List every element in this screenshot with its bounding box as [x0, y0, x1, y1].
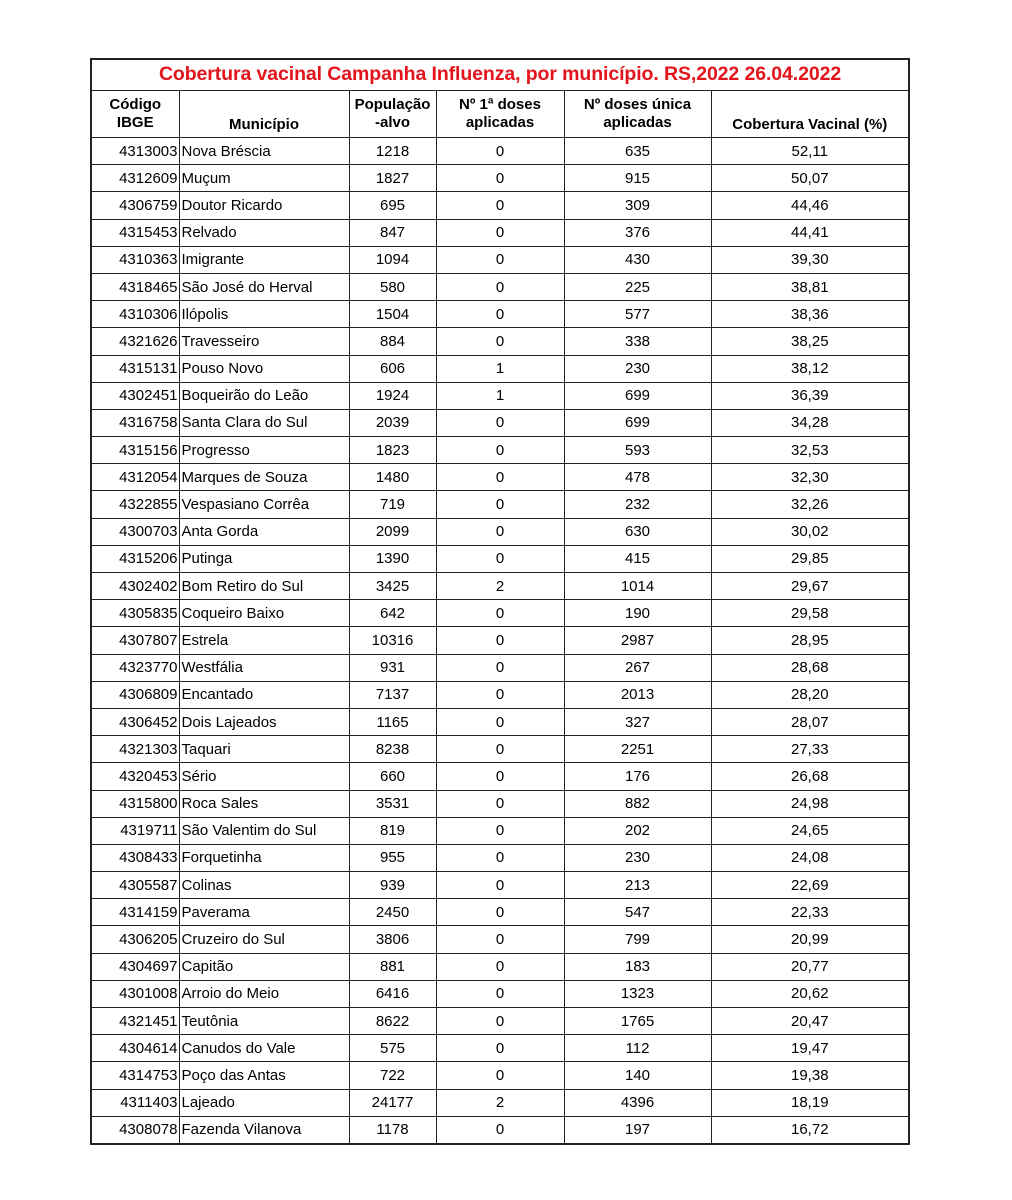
cell-codigo-ibge: 4319711	[91, 817, 179, 844]
cell-municipio: Marques de Souza	[179, 464, 349, 491]
table-title: Cobertura vacinal Campanha Influenza, por município. RS,2022 26.04.2022	[91, 59, 909, 91]
cell-codigo-ibge: 4314753	[91, 1062, 179, 1089]
cell-primeira-doses: 0	[436, 899, 564, 926]
cell-populacao-alvo: 939	[349, 872, 436, 899]
cell-municipio: Travesseiro	[179, 328, 349, 355]
table-row	[91, 219, 909, 246]
cell-doses-unica: 140	[564, 1062, 711, 1089]
cell-municipio: Colinas	[179, 872, 349, 899]
cell-doses-unica: 699	[564, 409, 711, 436]
table-row	[91, 545, 909, 572]
cell-doses-unica: 232	[564, 491, 711, 518]
cell-municipio: Arroio do Meio	[179, 980, 349, 1007]
cell-cobertura-vacinal: 22,69	[711, 872, 909, 899]
cell-doses-unica: 2013	[564, 681, 711, 708]
cell-codigo-ibge: 4302402	[91, 573, 179, 600]
cell-cobertura-vacinal: 38,36	[711, 301, 909, 328]
cell-codigo-ibge: 4310306	[91, 301, 179, 328]
table-row	[91, 980, 909, 1007]
cell-municipio: Paverama	[179, 899, 349, 926]
cell-cobertura-vacinal: 26,68	[711, 763, 909, 790]
cell-populacao-alvo: 24177	[349, 1089, 436, 1116]
cell-doses-unica: 1765	[564, 1008, 711, 1035]
cell-doses-unica: 415	[564, 545, 711, 572]
cell-primeira-doses: 0	[436, 872, 564, 899]
cell-municipio: Boqueirão do Leão	[179, 382, 349, 409]
cell-cobertura-vacinal: 20,99	[711, 926, 909, 953]
cell-populacao-alvo: 10316	[349, 627, 436, 654]
cell-codigo-ibge: 4315131	[91, 355, 179, 382]
cell-codigo-ibge: 4308433	[91, 844, 179, 871]
cell-cobertura-vacinal: 28,20	[711, 681, 909, 708]
cell-cobertura-vacinal: 27,33	[711, 736, 909, 763]
cell-doses-unica: 225	[564, 273, 711, 300]
cell-municipio: Coqueiro Baixo	[179, 600, 349, 627]
table-row	[91, 518, 909, 545]
cell-cobertura-vacinal: 38,81	[711, 273, 909, 300]
cell-doses-unica: 213	[564, 872, 711, 899]
table-row	[91, 246, 909, 273]
cell-primeira-doses: 0	[436, 980, 564, 1007]
cell-primeira-doses: 0	[436, 138, 564, 165]
cell-primeira-doses: 0	[436, 953, 564, 980]
cell-codigo-ibge: 4300703	[91, 518, 179, 545]
cell-codigo-ibge: 4322855	[91, 491, 179, 518]
cell-codigo-ibge: 4306759	[91, 192, 179, 219]
table-row	[91, 1089, 909, 1116]
table-row	[91, 355, 909, 382]
cell-doses-unica: 112	[564, 1035, 711, 1062]
cell-primeira-doses: 0	[436, 246, 564, 273]
cell-codigo-ibge: 4320453	[91, 763, 179, 790]
cell-doses-unica: 799	[564, 926, 711, 953]
cell-municipio: Pouso Novo	[179, 355, 349, 382]
coverage-table	[90, 58, 910, 1145]
cell-populacao-alvo: 1218	[349, 138, 436, 165]
cell-primeira-doses: 0	[436, 219, 564, 246]
cell-populacao-alvo: 8238	[349, 736, 436, 763]
table-row	[91, 953, 909, 980]
cell-cobertura-vacinal: 32,53	[711, 437, 909, 464]
cell-codigo-ibge: 4306452	[91, 708, 179, 735]
cell-primeira-doses: 0	[436, 328, 564, 355]
cell-populacao-alvo: 719	[349, 491, 436, 518]
cell-primeira-doses: 0	[436, 627, 564, 654]
cell-primeira-doses: 0	[436, 926, 564, 953]
cell-populacao-alvo: 1480	[349, 464, 436, 491]
cell-cobertura-vacinal: 38,25	[711, 328, 909, 355]
cell-municipio: Progresso	[179, 437, 349, 464]
cell-codigo-ibge: 4321626	[91, 328, 179, 355]
cell-cobertura-vacinal: 32,30	[711, 464, 909, 491]
cell-codigo-ibge: 4313003	[91, 138, 179, 165]
cell-primeira-doses: 0	[436, 192, 564, 219]
cell-municipio: Vespasiano Corrêa	[179, 491, 349, 518]
table-row	[91, 899, 909, 926]
cell-populacao-alvo: 7137	[349, 681, 436, 708]
cell-municipio: Doutor Ricardo	[179, 192, 349, 219]
cell-populacao-alvo: 580	[349, 273, 436, 300]
cell-populacao-alvo: 722	[349, 1062, 436, 1089]
cell-codigo-ibge: 4321303	[91, 736, 179, 763]
cell-doses-unica: 547	[564, 899, 711, 926]
column-header-primeira-dose: Nº 1ª doses aplicadas	[436, 91, 564, 138]
cell-codigo-ibge: 4316758	[91, 409, 179, 436]
cell-codigo-ibge: 4312609	[91, 165, 179, 192]
cell-cobertura-vacinal: 28,68	[711, 654, 909, 681]
cell-municipio: Nova Bréscia	[179, 138, 349, 165]
cell-doses-unica: 197	[564, 1116, 711, 1144]
cell-municipio: Capitão	[179, 953, 349, 980]
cell-cobertura-vacinal: 18,19	[711, 1089, 909, 1116]
table-row	[91, 708, 909, 735]
cell-doses-unica: 176	[564, 763, 711, 790]
cell-codigo-ibge: 4306205	[91, 926, 179, 953]
cell-cobertura-vacinal: 28,95	[711, 627, 909, 654]
cell-cobertura-vacinal: 39,30	[711, 246, 909, 273]
cell-codigo-ibge: 4308078	[91, 1116, 179, 1144]
cell-cobertura-vacinal: 36,39	[711, 382, 909, 409]
cell-doses-unica: 190	[564, 600, 711, 627]
cell-municipio: Lajeado	[179, 1089, 349, 1116]
cell-populacao-alvo: 1390	[349, 545, 436, 572]
column-header-populacao: População -alvo	[349, 91, 436, 138]
cell-primeira-doses: 1	[436, 382, 564, 409]
cell-cobertura-vacinal: 34,28	[711, 409, 909, 436]
table-row	[91, 328, 909, 355]
table-row	[91, 844, 909, 871]
cell-codigo-ibge: 4306809	[91, 681, 179, 708]
cell-populacao-alvo: 2039	[349, 409, 436, 436]
cell-primeira-doses: 0	[436, 464, 564, 491]
table-row	[91, 464, 909, 491]
cell-doses-unica: 577	[564, 301, 711, 328]
cell-codigo-ibge: 4318465	[91, 273, 179, 300]
cell-codigo-ibge: 4304697	[91, 953, 179, 980]
cell-municipio: Fazenda Vilanova	[179, 1116, 349, 1144]
cell-primeira-doses: 0	[436, 518, 564, 545]
table-body	[91, 138, 909, 1144]
table-row	[91, 1035, 909, 1062]
cell-cobertura-vacinal: 20,77	[711, 953, 909, 980]
cell-primeira-doses: 1	[436, 355, 564, 382]
cell-doses-unica: 1323	[564, 980, 711, 1007]
cell-populacao-alvo: 695	[349, 192, 436, 219]
cell-cobertura-vacinal: 29,85	[711, 545, 909, 572]
cell-populacao-alvo: 1827	[349, 165, 436, 192]
cell-cobertura-vacinal: 19,47	[711, 1035, 909, 1062]
table-row	[91, 273, 909, 300]
cell-populacao-alvo: 606	[349, 355, 436, 382]
cell-primeira-doses: 0	[436, 409, 564, 436]
cell-populacao-alvo: 1178	[349, 1116, 436, 1144]
cell-codigo-ibge: 4315800	[91, 790, 179, 817]
cell-codigo-ibge: 4310363	[91, 246, 179, 273]
cell-codigo-ibge: 4315206	[91, 545, 179, 572]
table-row	[91, 491, 909, 518]
cell-populacao-alvo: 2450	[349, 899, 436, 926]
cell-primeira-doses: 0	[436, 817, 564, 844]
table-row	[91, 736, 909, 763]
cell-doses-unica: 699	[564, 382, 711, 409]
cell-primeira-doses: 0	[436, 654, 564, 681]
cell-codigo-ibge: 4323770	[91, 654, 179, 681]
cell-primeira-doses: 0	[436, 273, 564, 300]
cell-municipio: São José do Herval	[179, 273, 349, 300]
cell-municipio: Encantado	[179, 681, 349, 708]
cell-municipio: Cruzeiro do Sul	[179, 926, 349, 953]
cell-primeira-doses: 2	[436, 573, 564, 600]
cell-doses-unica: 882	[564, 790, 711, 817]
cell-doses-unica: 2987	[564, 627, 711, 654]
cell-codigo-ibge: 4315453	[91, 219, 179, 246]
cell-primeira-doses: 0	[436, 1062, 564, 1089]
table-row	[91, 1116, 909, 1144]
cell-municipio: Relvado	[179, 219, 349, 246]
cell-municipio: Bom Retiro do Sul	[179, 573, 349, 600]
cell-doses-unica: 309	[564, 192, 711, 219]
cell-primeira-doses: 0	[436, 1008, 564, 1035]
cell-doses-unica: 635	[564, 138, 711, 165]
column-header-codigo: Código IBGE	[91, 91, 179, 138]
cell-municipio: Canudos do Vale	[179, 1035, 349, 1062]
cell-populacao-alvo: 660	[349, 763, 436, 790]
cell-doses-unica: 593	[564, 437, 711, 464]
cell-cobertura-vacinal: 16,72	[711, 1116, 909, 1144]
cell-populacao-alvo: 2099	[349, 518, 436, 545]
cell-populacao-alvo: 884	[349, 328, 436, 355]
table-row	[91, 573, 909, 600]
cell-codigo-ibge: 4305587	[91, 872, 179, 899]
cell-populacao-alvo: 3806	[349, 926, 436, 953]
cell-populacao-alvo: 1094	[349, 246, 436, 273]
cell-doses-unica: 230	[564, 355, 711, 382]
cell-doses-unica: 430	[564, 246, 711, 273]
table-row	[91, 654, 909, 681]
cell-populacao-alvo: 1504	[349, 301, 436, 328]
cell-doses-unica: 183	[564, 953, 711, 980]
cell-municipio: Teutônia	[179, 1008, 349, 1035]
table-row	[91, 1008, 909, 1035]
cell-primeira-doses: 0	[436, 844, 564, 871]
cell-codigo-ibge: 4305835	[91, 600, 179, 627]
cell-municipio: Forquetinha	[179, 844, 349, 871]
cell-municipio: Ilópolis	[179, 301, 349, 328]
cell-municipio: Putinga	[179, 545, 349, 572]
cell-primeira-doses: 2	[436, 1089, 564, 1116]
cell-primeira-doses: 0	[436, 1035, 564, 1062]
cell-cobertura-vacinal: 20,62	[711, 980, 909, 1007]
table-row	[91, 790, 909, 817]
cell-cobertura-vacinal: 50,07	[711, 165, 909, 192]
cell-primeira-doses: 0	[436, 790, 564, 817]
cell-doses-unica: 1014	[564, 573, 711, 600]
cell-municipio: Anta Gorda	[179, 518, 349, 545]
table-row	[91, 382, 909, 409]
cell-populacao-alvo: 819	[349, 817, 436, 844]
table-row	[91, 872, 909, 899]
cell-doses-unica: 267	[564, 654, 711, 681]
cell-cobertura-vacinal: 29,58	[711, 600, 909, 627]
cell-municipio: Taquari	[179, 736, 349, 763]
table-row	[91, 409, 909, 436]
cell-municipio: Roca Sales	[179, 790, 349, 817]
cell-populacao-alvo: 1924	[349, 382, 436, 409]
column-header-dose-unica: Nº doses única aplicadas	[564, 91, 711, 138]
cell-municipio: Imigrante	[179, 246, 349, 273]
cell-primeira-doses: 0	[436, 1116, 564, 1144]
cell-cobertura-vacinal: 29,67	[711, 573, 909, 600]
cell-municipio: Santa Clara do Sul	[179, 409, 349, 436]
cell-municipio: São Valentim do Sul	[179, 817, 349, 844]
cell-doses-unica: 2251	[564, 736, 711, 763]
header-row	[91, 91, 909, 138]
cell-codigo-ibge: 4307807	[91, 627, 179, 654]
cell-municipio: Dois Lajeados	[179, 708, 349, 735]
column-header-cobertura: Cobertura Vacinal (%)	[711, 91, 909, 138]
cell-doses-unica: 338	[564, 328, 711, 355]
cell-populacao-alvo: 3425	[349, 573, 436, 600]
cell-populacao-alvo: 3531	[349, 790, 436, 817]
cell-populacao-alvo: 8622	[349, 1008, 436, 1035]
table-row	[91, 192, 909, 219]
cell-codigo-ibge: 4304614	[91, 1035, 179, 1062]
cell-municipio: Muçum	[179, 165, 349, 192]
coverage-table-sheet	[90, 58, 908, 1145]
cell-cobertura-vacinal: 32,26	[711, 491, 909, 518]
cell-doses-unica: 376	[564, 219, 711, 246]
cell-municipio: Estrela	[179, 627, 349, 654]
cell-primeira-doses: 0	[436, 681, 564, 708]
table-row	[91, 437, 909, 464]
cell-populacao-alvo: 6416	[349, 980, 436, 1007]
cell-municipio: Sério	[179, 763, 349, 790]
cell-codigo-ibge: 4314159	[91, 899, 179, 926]
cell-populacao-alvo: 931	[349, 654, 436, 681]
table-row	[91, 763, 909, 790]
cell-populacao-alvo: 1823	[349, 437, 436, 464]
cell-codigo-ibge: 4321451	[91, 1008, 179, 1035]
cell-primeira-doses: 0	[436, 491, 564, 518]
table-row	[91, 138, 909, 165]
table-row	[91, 681, 909, 708]
cell-cobertura-vacinal: 24,08	[711, 844, 909, 871]
cell-doses-unica: 230	[564, 844, 711, 871]
cell-doses-unica: 4396	[564, 1089, 711, 1116]
cell-primeira-doses: 0	[436, 736, 564, 763]
table-row	[91, 926, 909, 953]
cell-doses-unica: 327	[564, 708, 711, 735]
cell-populacao-alvo: 955	[349, 844, 436, 871]
cell-cobertura-vacinal: 24,65	[711, 817, 909, 844]
cell-primeira-doses: 0	[436, 301, 564, 328]
cell-cobertura-vacinal: 28,07	[711, 708, 909, 735]
cell-primeira-doses: 0	[436, 437, 564, 464]
cell-doses-unica: 630	[564, 518, 711, 545]
cell-cobertura-vacinal: 44,41	[711, 219, 909, 246]
table-row	[91, 600, 909, 627]
cell-primeira-doses: 0	[436, 763, 564, 790]
cell-primeira-doses: 0	[436, 708, 564, 735]
table-row	[91, 301, 909, 328]
table-row	[91, 1062, 909, 1089]
cell-populacao-alvo: 642	[349, 600, 436, 627]
cell-codigo-ibge: 4301008	[91, 980, 179, 1007]
table-row	[91, 627, 909, 654]
cell-cobertura-vacinal: 44,46	[711, 192, 909, 219]
cell-cobertura-vacinal: 19,38	[711, 1062, 909, 1089]
cell-cobertura-vacinal: 22,33	[711, 899, 909, 926]
cell-doses-unica: 915	[564, 165, 711, 192]
cell-populacao-alvo: 847	[349, 219, 436, 246]
cell-municipio: Poço das Antas	[179, 1062, 349, 1089]
cell-codigo-ibge: 4315156	[91, 437, 179, 464]
cell-populacao-alvo: 881	[349, 953, 436, 980]
cell-populacao-alvo: 1165	[349, 708, 436, 735]
cell-codigo-ibge: 4302451	[91, 382, 179, 409]
cell-cobertura-vacinal: 38,12	[711, 355, 909, 382]
cell-codigo-ibge: 4312054	[91, 464, 179, 491]
cell-doses-unica: 202	[564, 817, 711, 844]
cell-cobertura-vacinal: 52,11	[711, 138, 909, 165]
cell-primeira-doses: 0	[436, 545, 564, 572]
cell-codigo-ibge: 4311403	[91, 1089, 179, 1116]
cell-populacao-alvo: 575	[349, 1035, 436, 1062]
table-row	[91, 817, 909, 844]
cell-cobertura-vacinal: 30,02	[711, 518, 909, 545]
cell-cobertura-vacinal: 20,47	[711, 1008, 909, 1035]
cell-primeira-doses: 0	[436, 165, 564, 192]
cell-primeira-doses: 0	[436, 600, 564, 627]
cell-doses-unica: 478	[564, 464, 711, 491]
cell-cobertura-vacinal: 24,98	[711, 790, 909, 817]
table-row	[91, 165, 909, 192]
cell-municipio: Westfália	[179, 654, 349, 681]
column-header-municipio: Município	[179, 91, 349, 138]
